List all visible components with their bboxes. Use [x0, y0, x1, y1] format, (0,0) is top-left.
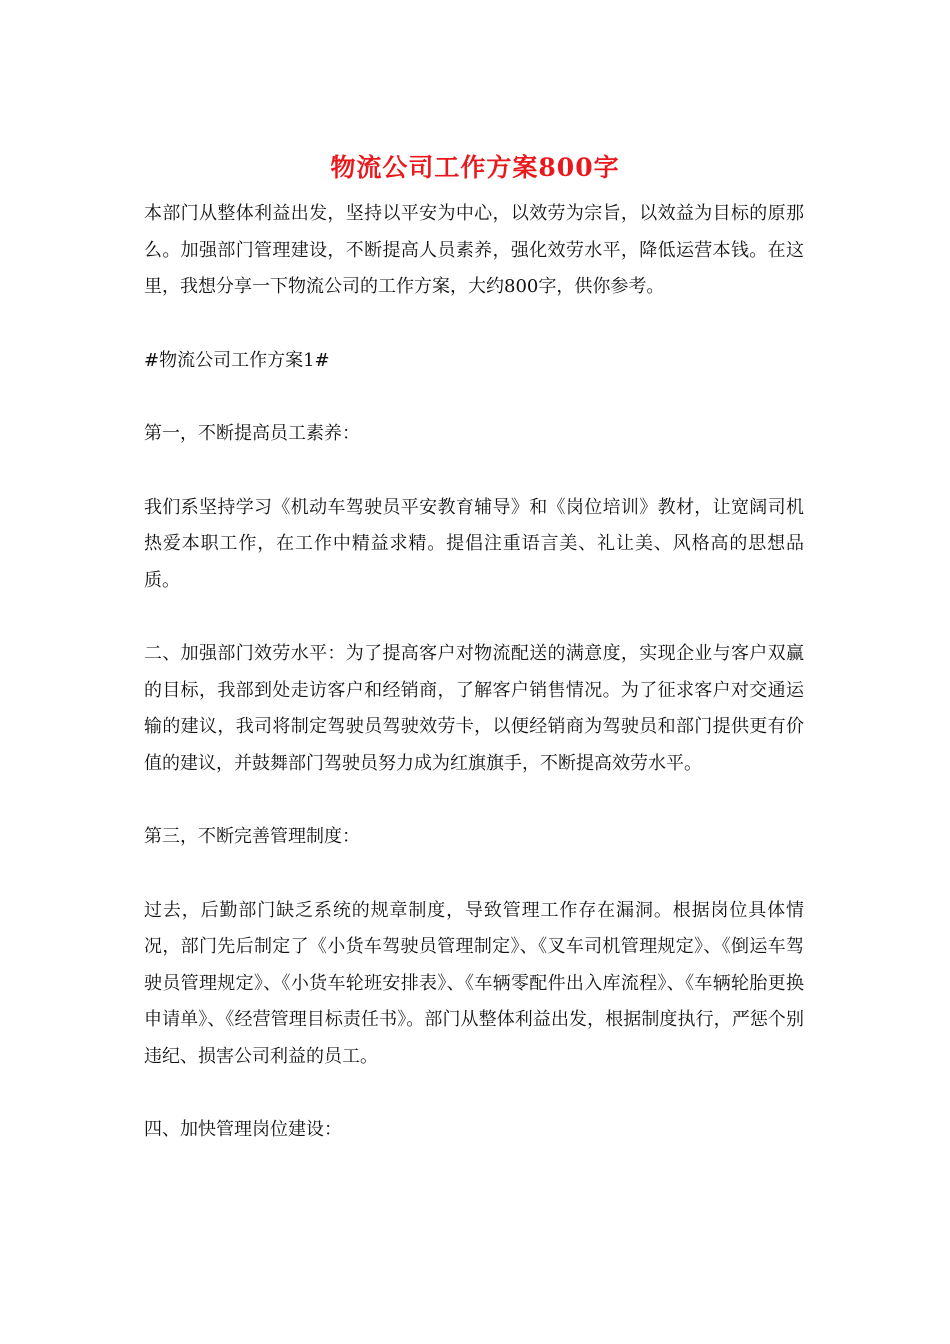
section-body-3: 过去，后勤部门缺乏系统的规章制度，导致管理工作存在漏洞。根据岗位具体情况，部门先后制定了《小货车驾驶员管理制定》、《叉车司机管理规定》、《倒运车驾驶员管理规定》、《小货车轮班安排表》、《车辆零配件出入库流程》、《车辆轮胎更换申请单》、《经营管理目标责任书》。部门从整体利益出发，根据制度执行，严惩个别违纪、损害公司利益的员工。	[144, 899, 804, 1067]
section-body-2: 二、加强部门效劳水平：为了提高客户对物流配送的满意度，实现企业与客户双赢的目标，我部到处走访客户和经销商，了解客户销售情况。为了征求客户对交通运输的建议，我司将制定驾驶员驾驶效劳卡，以便经销商为驾驶员和部门提供更有价值的建议，并鼓舞部门驾驶员努力成为红旗旗手，不断提高效劳水平。	[144, 643, 804, 774]
document-body	[144, 196, 804, 1186]
section-heading-4: 四、加快管理岗位建设：	[144, 1119, 342, 1140]
section-heading-1: 第一，不断提高员工素养：	[144, 423, 360, 444]
section-heading-3: 第三，不断完善管理制度：	[144, 826, 360, 847]
intro-paragraph: 本部门从整体利益出发，坚持以平安为中心，以效劳为宗旨，以效益为目标的原那么。加强部门管理建设，不断提高人员素养，强化效劳水平，降低运营本钱。在这里，我想分享一下物流公司的工作方案，大约800字，供你参考。	[144, 203, 804, 297]
document-title: 物流公司工作方案800字	[330, 153, 620, 182]
plan-heading: #物流公司工作方案1#	[144, 349, 330, 371]
section-body-1: 我们系坚持学习《机动车驾驶员平安教育辅导》和《岗位培训》教材，让宽阔司机热爱本职工作，在工作中精益求精。提倡注重语言美、礼让美、风格高的思想品质。	[144, 496, 804, 591]
